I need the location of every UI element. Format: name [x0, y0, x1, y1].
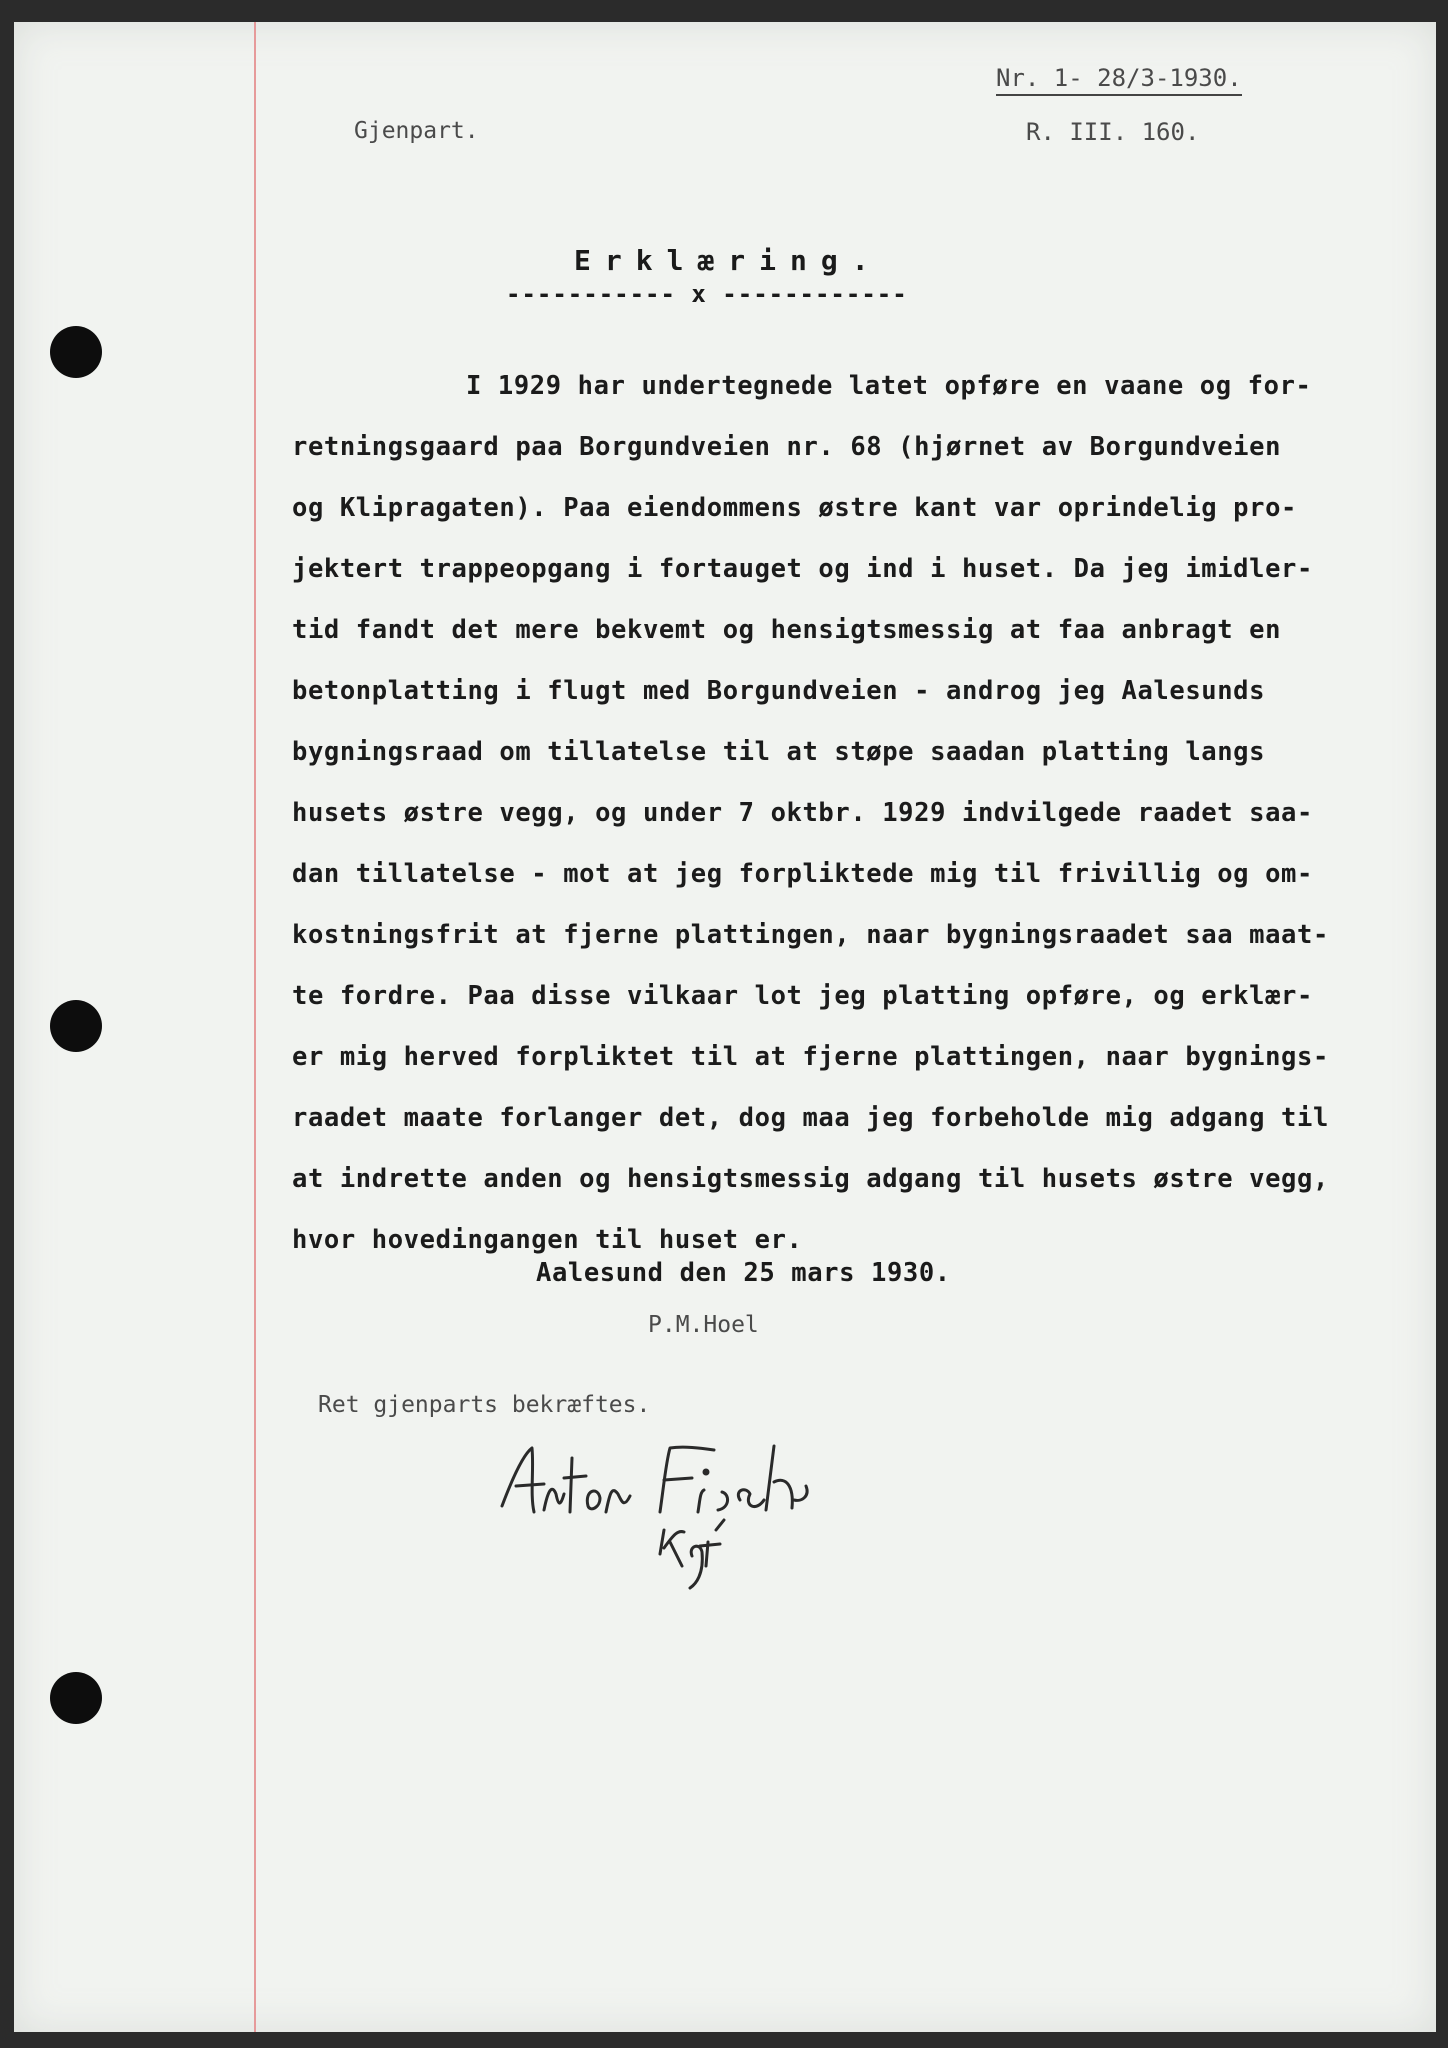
certification-text: Ret gjenparts bekræftes. [318, 1392, 651, 1418]
handwritten-signature [494, 1434, 854, 1594]
body-line: husets østre vegg, og under 7 oktbr. 1929 indvilgede raadet saa- [292, 798, 1313, 828]
document-page [14, 22, 1436, 2032]
body-line: betonplatting i flugt med Borgundveien - androg jeg Aalesunds [292, 676, 1266, 706]
body-line: jektert trappeopgang i fortauget og ind i huset. Da jeg imidler- [292, 554, 1313, 584]
body-line: bygningsraad om tillatelse til at støpe saadan platting langs [292, 737, 1266, 767]
margin-rule [254, 22, 256, 2032]
copy-label: Gjenpart. [354, 118, 479, 144]
punch-hole-bottom [50, 1672, 102, 1724]
body-line: retningsgaard paa Borgundveien nr. 68 (hjørnet av Borgundveien [292, 432, 1282, 462]
title-divider: ----------- x ------------ [506, 280, 908, 308]
body-line: te fordre. Paa disse vilkaar lot jeg platting opføre, og erklær- [292, 981, 1313, 1011]
body-line: dan tillatelse - mot at jeg forpliktede mig til frivillig og om- [292, 859, 1313, 889]
body-line: og Klipragaten). Paa eiendommens østre kant var oprindelig pro- [292, 493, 1297, 523]
body-line: hvor hovedingangen til huset er. [292, 1225, 803, 1255]
body-line: er mig herved forpliktet til at fjerne plattingen, naar bygnings- [292, 1042, 1329, 1072]
punch-hole-middle [50, 1000, 102, 1052]
body-line: at indrette anden og hensigtsmessig adgang til husets østre vegg, [292, 1164, 1329, 1194]
body-line: I 1929 har undertegnede latet opføre en vaane og for- [466, 371, 1312, 401]
document-title: Erklæring. [574, 244, 883, 277]
body-line: tid fandt det mere bekvemt og hensigtsmessig at faa anbragt en [292, 615, 1282, 645]
place-and-date: Aalesund den 25 mars 1930. [536, 1258, 951, 1288]
declaration-body [292, 356, 1412, 1271]
punch-hole-top [50, 326, 102, 378]
reference-number: Nr. 1- 28/3-1930. [996, 64, 1242, 96]
body-line: raadet maate forlanger det, dog maa jeg forbeholde mig adgang til [292, 1103, 1329, 1133]
register-number: R. III. 160. [1026, 118, 1200, 146]
signed-name: P.M.Hoel [648, 1312, 759, 1338]
body-line: kostningsfrit at fjerne plattingen, naar bygningsraadet saa maat- [292, 920, 1329, 950]
